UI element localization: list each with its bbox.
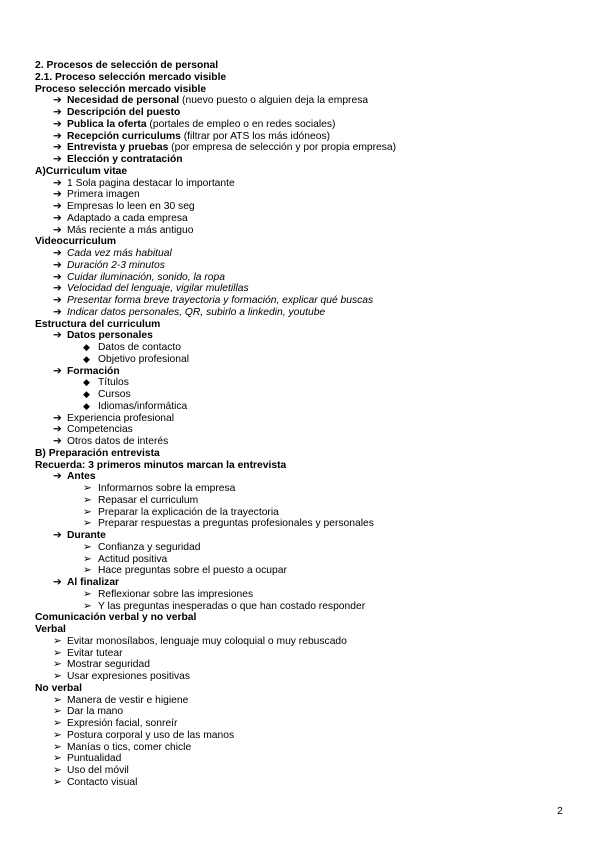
arrowhead-bullet-icon: ➢ xyxy=(53,659,62,671)
list-item xyxy=(35,753,575,765)
line-text: Otros datos de interés xyxy=(67,436,169,447)
line-text: Uso del móvil xyxy=(67,765,129,776)
arrow-bullet-icon: ➔ xyxy=(53,201,62,212)
line-text: Reflexionar sobre las impresiones xyxy=(98,588,254,600)
line-text: No verbal xyxy=(35,682,82,694)
list-item xyxy=(35,248,575,260)
section-heading xyxy=(35,448,575,460)
list-item xyxy=(35,225,575,237)
arrowhead-bullet-icon: ➢ xyxy=(53,706,62,718)
line-text: Informarnos sobre la empresa xyxy=(98,483,236,494)
section-heading xyxy=(35,84,575,96)
list-item xyxy=(35,178,575,190)
list-item xyxy=(35,131,575,143)
arrow-bullet-icon: ➔ xyxy=(53,471,62,483)
line-text: Postura corporal y uso de las manos xyxy=(67,729,235,741)
list-item xyxy=(35,577,575,589)
arrow-bullet-icon: ➔ xyxy=(53,130,62,142)
bold-term: Entrevista y pruebas xyxy=(67,142,169,154)
arrow-bullet-icon: ➔ xyxy=(53,177,62,189)
arrow-bullet-icon: ➔ xyxy=(53,330,62,342)
line-text: Formación xyxy=(67,365,120,377)
arrowhead-bullet-icon: ➢ xyxy=(53,741,62,753)
arrow-bullet-icon: ➔ xyxy=(53,154,62,165)
section-heading xyxy=(35,624,575,636)
list-item xyxy=(35,542,575,554)
list-item xyxy=(35,260,575,272)
diamond-bullet-icon: ◆ xyxy=(83,377,90,388)
list-item xyxy=(35,601,575,613)
line-text: Evitar tutear xyxy=(67,647,123,659)
bold-term: Recepción curriculums xyxy=(67,130,181,142)
arrowhead-bullet-icon: ➢ xyxy=(53,776,62,788)
line-text: Adaptado a cada empresa xyxy=(67,212,188,224)
line-text: Primera imagen xyxy=(67,189,140,201)
section-heading xyxy=(35,236,575,248)
section-heading xyxy=(35,60,575,72)
line-text: Preparar la explicación de la trayectoria xyxy=(98,506,279,518)
list-item xyxy=(35,283,575,295)
arrowhead-bullet-icon: ➢ xyxy=(53,694,62,706)
line-text: Idiomas/informática xyxy=(98,400,188,412)
arrowhead-bullet-icon: ➢ xyxy=(83,494,92,506)
section-heading xyxy=(35,72,575,84)
section-heading xyxy=(35,319,575,331)
list-item xyxy=(35,530,575,542)
arrow-bullet-icon: ➔ xyxy=(53,118,62,130)
list-item xyxy=(35,636,575,648)
line-text: Recuerda: 3 primeros minutos marcan la entrevista xyxy=(35,459,287,471)
line-text: Datos personales xyxy=(67,330,153,342)
line-text: Objetivo profesional xyxy=(98,353,190,365)
list-item xyxy=(35,330,575,342)
list-item xyxy=(35,730,575,742)
line-text: Empresas lo leen en 30 seg xyxy=(67,201,195,212)
line-text: Dar la mano xyxy=(67,706,124,718)
diamond-bullet-icon: ◆ xyxy=(83,342,90,352)
list-item xyxy=(35,518,575,530)
list-item xyxy=(35,565,575,577)
list-item xyxy=(35,295,575,307)
list-item xyxy=(35,95,575,107)
arrowhead-bullet-icon: ➢ xyxy=(83,541,92,553)
arrow-bullet-icon: ➔ xyxy=(53,365,62,377)
line-text: Manera de vestir e higiene xyxy=(67,694,189,706)
diamond-bullet-icon: ◆ xyxy=(83,400,90,411)
line-text: Usar expresiones positivas xyxy=(67,671,191,682)
line-text: Competencias xyxy=(67,424,133,436)
list-item xyxy=(35,366,575,378)
arrowhead-bullet-icon: ➢ xyxy=(53,671,62,682)
bold-term: Elección y contratación xyxy=(67,154,183,165)
arrowhead-bullet-icon: ➢ xyxy=(83,553,92,565)
list-item xyxy=(35,718,575,730)
list-item xyxy=(35,695,575,707)
list-item xyxy=(35,706,575,718)
line-text: Verbal xyxy=(35,624,66,635)
line-text: Hace preguntas sobre el puesto a ocupar xyxy=(98,565,287,577)
arrow-bullet-icon: ➔ xyxy=(53,424,62,436)
list-item xyxy=(35,389,575,401)
line-text: Repasar el curriculum xyxy=(98,494,199,506)
line-text: Más reciente a más antiguo xyxy=(67,224,194,236)
list-item xyxy=(35,213,575,225)
line-text: 2.1. Proceso selección mercado visible xyxy=(35,71,227,83)
line-text: Duración 2-3 minutos xyxy=(67,259,165,271)
arrow-bullet-icon: ➔ xyxy=(53,436,62,447)
list-item xyxy=(35,142,575,154)
line-text: Indicar datos personales, QR, subirlo a linkedin, youtube xyxy=(67,306,326,318)
list-item xyxy=(35,342,575,354)
list-item xyxy=(35,154,575,166)
list-item xyxy=(35,671,575,683)
line-text: (por empresa de selección y por propia empresa) xyxy=(168,142,397,154)
arrow-bullet-icon: ➔ xyxy=(53,271,62,283)
arrowhead-bullet-icon: ➢ xyxy=(83,565,92,577)
line-text: Datos de contacto xyxy=(98,342,181,353)
arrowhead-bullet-icon: ➢ xyxy=(83,588,92,600)
list-item xyxy=(35,471,575,483)
section-heading xyxy=(35,166,575,178)
arrowhead-bullet-icon: ➢ xyxy=(53,635,62,647)
arrow-bullet-icon: ➔ xyxy=(53,295,62,306)
line-text: Videocurriculum xyxy=(35,236,117,248)
line-text: Velocidad del lenguaje, vigilar muletillas xyxy=(67,283,249,295)
list-item xyxy=(35,777,575,789)
arrow-bullet-icon: ➔ xyxy=(53,224,62,236)
line-text: Estructura del curriculum xyxy=(35,318,161,330)
line-text: Preparar respuestas a preguntas profesionales y personales xyxy=(98,518,374,530)
list-item xyxy=(35,424,575,436)
list-item xyxy=(35,648,575,660)
list-item xyxy=(35,659,575,671)
list-item xyxy=(35,119,575,131)
list-item xyxy=(35,413,575,425)
line-text: (filtrar por ATS los más idóneos) xyxy=(180,130,331,142)
arrow-bullet-icon: ➔ xyxy=(53,212,62,224)
line-text: 2. Procesos de selección de personal xyxy=(35,60,219,71)
diamond-bullet-icon: ◆ xyxy=(83,353,90,364)
arrow-bullet-icon: ➔ xyxy=(53,248,62,259)
arrow-bullet-icon: ➔ xyxy=(53,306,62,318)
line-text: Expresión facial, sonreír xyxy=(67,718,178,729)
line-text: Manías o tics, comer chicle xyxy=(67,741,192,753)
arrowhead-bullet-icon: ➢ xyxy=(83,600,92,612)
line-text: Presentar forma breve trayectoria y formación, explicar qué buscas xyxy=(67,295,374,306)
line-text: Experiencia profesional xyxy=(67,412,175,424)
arrow-bullet-icon: ➔ xyxy=(53,577,62,588)
list-item xyxy=(35,189,575,201)
page-number: 2 xyxy=(557,805,563,817)
line-text: Títulos xyxy=(98,377,129,389)
list-item xyxy=(35,201,575,213)
line-text: Puntualidad xyxy=(67,753,122,765)
section-heading xyxy=(35,460,575,472)
document-body xyxy=(35,60,575,789)
line-text: (nuevo puesto o alguien deja la empresa xyxy=(179,95,369,107)
line-text: Al finalizar xyxy=(67,577,120,588)
line-text: 1 Sola pagina destacar lo importante xyxy=(67,177,235,189)
list-item xyxy=(35,554,575,566)
list-item xyxy=(35,354,575,366)
arrow-bullet-icon: ➔ xyxy=(53,107,62,118)
list-item xyxy=(35,495,575,507)
bold-term: Publica la oferta xyxy=(67,118,147,130)
list-item xyxy=(35,377,575,389)
line-text: Durante xyxy=(67,530,106,541)
line-text: Mostrar seguridad xyxy=(67,659,150,671)
arrow-bullet-icon: ➔ xyxy=(53,95,62,107)
line-text: Contacto visual xyxy=(67,776,138,788)
line-text: A)Curriculum vitae xyxy=(35,165,128,177)
line-text: Y las preguntas inesperadas o que han costado responder xyxy=(98,600,366,612)
line-text: Cuidar iluminación, sonido, la ropa xyxy=(67,271,225,283)
arrowhead-bullet-icon: ➢ xyxy=(83,483,92,494)
arrowhead-bullet-icon: ➢ xyxy=(53,647,62,659)
line-text: Comunicación verbal y no verbal xyxy=(35,612,197,624)
line-text: Proceso selección mercado visible xyxy=(35,83,207,95)
arrowhead-bullet-icon: ➢ xyxy=(53,729,62,741)
arrow-bullet-icon: ➔ xyxy=(53,259,62,271)
line-text: (portales de empleo o en redes sociales) xyxy=(146,118,336,130)
bold-term: Descripción del puesto xyxy=(67,107,181,118)
list-item xyxy=(35,107,575,119)
line-text: Antes xyxy=(67,471,96,483)
list-item xyxy=(35,507,575,519)
arrow-bullet-icon: ➔ xyxy=(53,189,62,201)
arrowhead-bullet-icon: ➢ xyxy=(53,765,62,776)
line-text: Confianza y seguridad xyxy=(98,541,201,553)
diamond-bullet-icon: ◆ xyxy=(83,389,90,399)
arrow-bullet-icon: ➔ xyxy=(53,283,62,295)
list-item xyxy=(35,589,575,601)
line-text: Cursos xyxy=(98,389,131,400)
list-item xyxy=(35,401,575,413)
arrow-bullet-icon: ➔ xyxy=(53,530,62,541)
arrowhead-bullet-icon: ➢ xyxy=(83,518,92,530)
list-item xyxy=(35,436,575,448)
arrow-bullet-icon: ➔ xyxy=(53,412,62,424)
arrowhead-bullet-icon: ➢ xyxy=(53,753,62,765)
list-item xyxy=(35,307,575,319)
line-text: Cada vez más habitual xyxy=(67,248,172,259)
line-text: Evitar monosílabos, lenguaje muy coloquial o muy rebuscado xyxy=(67,635,347,647)
bold-term: Necesidad de personal xyxy=(67,95,180,107)
line-text: B) Preparación entrevista xyxy=(35,447,160,459)
arrowhead-bullet-icon: ➢ xyxy=(83,506,92,518)
arrow-bullet-icon: ➔ xyxy=(53,142,62,154)
list-item xyxy=(35,765,575,777)
list-item xyxy=(35,742,575,754)
section-heading xyxy=(35,683,575,695)
section-heading xyxy=(35,612,575,624)
list-item xyxy=(35,483,575,495)
line-text: Actitud positiva xyxy=(98,553,168,565)
list-item xyxy=(35,272,575,284)
arrowhead-bullet-icon: ➢ xyxy=(53,718,62,729)
